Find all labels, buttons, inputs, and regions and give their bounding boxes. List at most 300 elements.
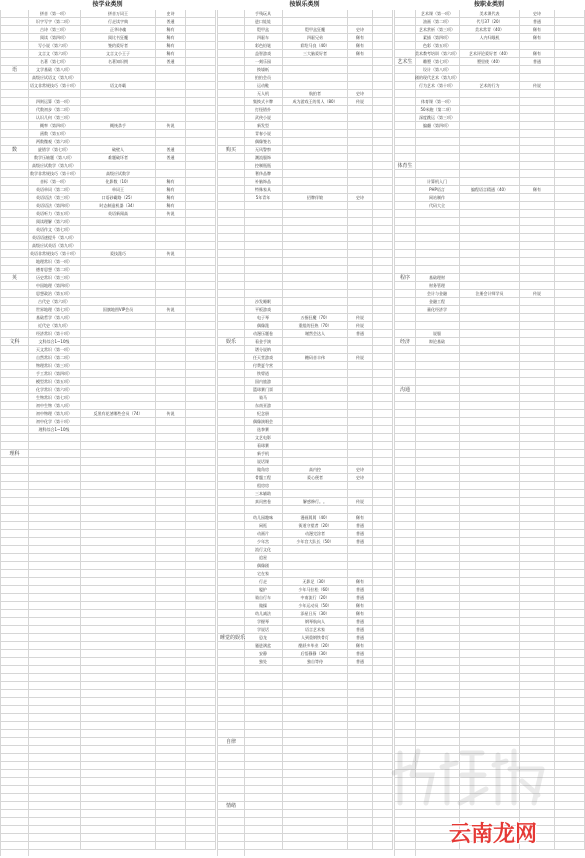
rarity-cell: [348, 130, 373, 138]
table-cell-spacer: [373, 418, 393, 426]
table-cell-spacer: [373, 186, 393, 194]
table-cell-spacer: [555, 194, 585, 202]
rarity-cell: [156, 234, 186, 242]
table-row: [395, 338, 585, 346]
achievement-cell: [283, 362, 348, 370]
table-row: [395, 490, 585, 498]
achievement-cell: 铠甲盒狂魔: [283, 26, 348, 34]
achievement-cell: [283, 74, 348, 82]
table-cell-spacer: [373, 138, 393, 146]
table-row: [395, 578, 585, 586]
table-cell-spacer: [373, 218, 393, 226]
rarity-cell: [348, 674, 373, 682]
achievement-cell: [460, 210, 520, 218]
achievement-cell: [81, 618, 156, 626]
table-cell-spacer: [555, 634, 585, 642]
achievement-cell: [81, 722, 156, 730]
table-cell-spacer: [373, 426, 393, 434]
item-name-cell: [244, 242, 283, 250]
table-cell-spacer: [373, 546, 393, 554]
achievement-cell: [460, 354, 520, 362]
achievement-cell: [460, 466, 520, 474]
table-cell-spacer: [373, 738, 393, 746]
table-row: [395, 402, 585, 410]
achievement-cell: 糖码音丰伟: [283, 354, 348, 362]
table-cell-spacer: [186, 474, 216, 482]
table-cell-spacer: [555, 682, 585, 690]
item-name-cell: 运动鞋: [244, 82, 283, 90]
table-row: [218, 674, 393, 682]
item-name-cell: 代数初步（第二项）: [28, 106, 81, 114]
rarity-cell: 稀有: [156, 202, 186, 210]
achievement-cell: [460, 538, 520, 546]
table-cell-spacer: [555, 322, 585, 330]
achievement-cell: [283, 770, 348, 778]
achievement-cell: [81, 714, 156, 722]
table-row: [1, 786, 216, 794]
rarity-cell: [156, 706, 186, 714]
rarity-cell: [348, 370, 373, 378]
table-row: [218, 282, 393, 290]
rarity-cell: [348, 162, 373, 170]
table-cell-spacer: [373, 690, 393, 698]
achievement-cell: 签约爱好者: [81, 42, 156, 50]
item-name-cell: 色彩（第五项）: [415, 42, 460, 50]
table-cell-spacer: [186, 810, 216, 818]
rarity-cell: [156, 322, 186, 330]
item-name-cell: 骑马: [244, 394, 283, 402]
table-cell-spacer: [555, 778, 585, 786]
item-name-cell: 偶像剧: [244, 562, 283, 570]
achievement-cell: [460, 426, 520, 434]
table-cell-spacer: [186, 682, 216, 690]
rarity-cell: [348, 546, 373, 554]
rarity-cell: 稀有: [156, 50, 186, 58]
rarity-cell: [520, 146, 555, 154]
table-cell-spacer: [555, 186, 585, 194]
rarity-cell: [520, 330, 555, 338]
rarity-cell: [156, 770, 186, 778]
table-cell-spacer: [373, 274, 393, 282]
table-cell-spacer: [555, 666, 585, 674]
rarity-cell: [348, 146, 373, 154]
table-cell-spacer: [186, 258, 216, 266]
table-cell-spacer: [555, 298, 585, 306]
table-cell-spacer: [186, 210, 216, 218]
table-row: [395, 282, 585, 290]
rarity-cell: [348, 106, 373, 114]
item-name-cell: [415, 578, 460, 586]
achievement-cell: [81, 258, 156, 266]
table-cell-spacer: [555, 506, 585, 514]
table-row: [218, 178, 393, 186]
achievement-cell: 谢然会达人: [283, 330, 348, 338]
table-cell-spacer: [555, 642, 585, 650]
rarity-cell: [520, 282, 555, 290]
table-cell-spacer: [186, 714, 216, 722]
item-name-cell: [28, 554, 81, 562]
table-row: [1, 322, 216, 330]
achievement-cell: 招牌伴娘: [283, 194, 348, 202]
rarity-cell: 稀有: [156, 178, 186, 186]
table-row: [395, 194, 585, 202]
table-cell-spacer: [555, 594, 585, 602]
table-row: [1, 546, 216, 554]
achievement-cell: [81, 466, 156, 474]
item-name-cell: [28, 602, 81, 610]
rarity-cell: [520, 370, 555, 378]
table-cell-spacer: [555, 418, 585, 426]
item-name-cell: [28, 474, 81, 482]
rarity-cell: [348, 666, 373, 674]
table-row: [395, 322, 585, 330]
table-cell-spacer: [555, 762, 585, 770]
table-cell-spacer: [373, 394, 393, 402]
achievement-cell: [283, 442, 348, 450]
item-name-cell: 理科综合1~10级: [28, 426, 81, 434]
rarity-cell: [156, 746, 186, 754]
table-cell-spacer: [373, 786, 393, 794]
table-cell-spacer: [186, 106, 216, 114]
table-cell-spacer: [373, 474, 393, 482]
table-cell-spacer: [373, 266, 393, 274]
rarity-cell: [156, 682, 186, 690]
rarity-cell: [156, 610, 186, 618]
rarity-cell: [156, 666, 186, 674]
table-cell-spacer: [373, 250, 393, 258]
table-row: [395, 266, 585, 274]
table-row: [218, 106, 393, 114]
table-cell-spacer: [186, 626, 216, 634]
table-row: [218, 250, 393, 258]
table-cell-spacer: [373, 770, 393, 778]
item-name-cell: 计算机入门: [415, 178, 460, 186]
achievement-cell: [283, 386, 348, 394]
achievement-cell: [283, 82, 348, 90]
rarity-cell: [156, 490, 186, 498]
table-row: [1, 266, 216, 274]
table-cell-spacer: [186, 570, 216, 578]
item-name-cell: [244, 250, 283, 258]
item-name-cell: 闲逛: [244, 522, 283, 530]
rarity-cell: [520, 114, 555, 122]
item-name-cell: [28, 706, 81, 714]
rarity-cell: [520, 634, 555, 642]
achievement-cell: [81, 786, 156, 794]
rarity-cell: [348, 242, 373, 250]
rarity-cell: [348, 826, 373, 834]
achievement-cell: [81, 114, 156, 122]
achievement-cell: 美术课代表: [460, 10, 520, 18]
table-cell-spacer: [373, 226, 393, 234]
achievement-cell: [81, 522, 156, 530]
table-row: [395, 394, 585, 402]
table-row: [1, 202, 216, 210]
rarity-cell: [348, 802, 373, 810]
table-cell-spacer: [555, 106, 585, 114]
table-row: [1, 730, 216, 738]
table-cell-spacer: [373, 842, 393, 850]
item-name-cell: [28, 714, 81, 722]
rarity-cell: 普通: [348, 538, 373, 546]
achievement-cell: [460, 474, 520, 482]
table-row: [218, 354, 393, 362]
table-row: [1, 722, 216, 730]
table-cell-spacer: [373, 210, 393, 218]
table-cell-spacer: [186, 498, 216, 506]
rarity-cell: [348, 82, 373, 90]
table-cell-spacer: [373, 746, 393, 754]
achievement-cell: [81, 514, 156, 522]
table-row: [395, 714, 585, 722]
achievement-cell: [460, 578, 520, 586]
rarity-cell: 稀有: [520, 34, 555, 42]
table-cell-spacer: [186, 826, 216, 834]
rarity-cell: [156, 842, 186, 850]
achievement-cell: 单词王: [81, 186, 156, 194]
table-cell-spacer: [555, 402, 585, 410]
achievement-cell: 代号37（20）: [460, 18, 520, 26]
achievement-cell: 爱心便者: [283, 474, 348, 482]
rarity-cell: [348, 394, 373, 402]
table-cell-spacer: [186, 234, 216, 242]
table-row: [1, 458, 216, 466]
rarity-cell: [348, 10, 373, 18]
table-cell-spacer: [373, 386, 393, 394]
rarity-cell: [156, 698, 186, 706]
table-row: [1, 194, 216, 202]
achievement-cell: 中南流行（20）: [283, 594, 348, 602]
table-row: [395, 586, 585, 594]
achievement-cell: 航拍者: [283, 90, 348, 98]
rarity-cell: [520, 466, 555, 474]
achievement-cell: [81, 402, 156, 410]
item-name-cell: 进口娃娃: [244, 18, 283, 26]
table-cell-spacer: [186, 594, 216, 602]
table-row: [218, 570, 393, 578]
item-name-cell: [415, 482, 460, 490]
achievement-cell: [81, 698, 156, 706]
table-row: [395, 386, 585, 394]
item-name-cell: [244, 738, 283, 746]
table-cell-spacer: [373, 498, 393, 506]
table-row: [218, 98, 393, 106]
table-cell-spacer: [373, 74, 393, 82]
table-cell-spacer: [186, 242, 216, 250]
table-row: [1, 98, 216, 106]
table-cell-spacer: [373, 98, 393, 106]
item-name-cell: [28, 538, 81, 546]
table-row: [395, 522, 585, 530]
table-cell-spacer: [186, 346, 216, 354]
achievement-cell: [460, 570, 520, 578]
table-row: [395, 90, 585, 98]
achievement-cell: [81, 586, 156, 594]
table-row: [218, 50, 393, 58]
achievement-cell: [460, 322, 520, 330]
table-cell-spacer: [186, 842, 216, 850]
table-cell-spacer: [373, 666, 393, 674]
achievement-cell: 高内控: [283, 466, 348, 474]
table-row: [218, 722, 393, 730]
table-row: [395, 690, 585, 698]
achievement-cell: [283, 298, 348, 306]
table-cell-spacer: [186, 354, 216, 362]
table-row: [1, 226, 216, 234]
item-name-cell: [415, 242, 460, 250]
achievement-cell: [460, 690, 520, 698]
rarity-cell: [348, 402, 373, 410]
item-name-cell: [28, 498, 81, 506]
rarity-cell: [156, 714, 186, 722]
achievement-cell: [283, 554, 348, 562]
rarity-cell: 普通: [348, 522, 373, 530]
rarity-cell: [156, 594, 186, 602]
table-cell-spacer: [186, 666, 216, 674]
table-row: [1, 274, 216, 282]
table-cell-spacer: [186, 658, 216, 666]
table-cell-spacer: [555, 42, 585, 50]
table-cell-spacer: [555, 274, 585, 282]
item-name-cell: [415, 226, 460, 234]
achievement-cell: [460, 258, 520, 266]
table-cell-spacer: [186, 506, 216, 514]
item-name-cell: [28, 690, 81, 698]
rarity-cell: [156, 378, 186, 386]
table-row: [1, 482, 216, 490]
rarity-cell: 普通: [348, 626, 373, 634]
rarity-cell: 史诗: [520, 10, 555, 18]
table-row: [395, 674, 585, 682]
item-name-cell: [28, 586, 81, 594]
item-name-cell: 打怪错扑: [244, 106, 283, 114]
table-cell-spacer: [186, 50, 216, 58]
table-row: [1, 146, 216, 154]
rarity-cell: [348, 378, 373, 386]
table-row: [218, 34, 393, 42]
table-cell-spacer: [555, 98, 585, 106]
rarity-cell: [520, 706, 555, 714]
item-name-cell: [28, 834, 81, 842]
achievement-cell: 拼音万词王: [81, 10, 156, 18]
table-cell-spacer: [373, 810, 393, 818]
rarity-cell: [520, 154, 555, 162]
item-name-cell: [28, 90, 81, 98]
table-cell-spacer: [186, 738, 216, 746]
table-row: [395, 474, 585, 482]
table-row: [1, 402, 216, 410]
achievement-cell: [460, 330, 520, 338]
achievement-cell: [460, 154, 520, 162]
item-name-cell: [415, 586, 460, 594]
rarity-cell: [520, 202, 555, 210]
table-row: [395, 290, 585, 298]
rarity-cell: [156, 314, 186, 322]
category-label: 购买: [225, 147, 236, 153]
rarity-cell: 传说: [156, 250, 186, 258]
category-label: 程序: [399, 275, 410, 281]
item-name-cell: [28, 610, 81, 618]
rarity-cell: [156, 818, 186, 826]
item-name-cell: 四驱车: [244, 34, 283, 42]
rarity-cell: [520, 594, 555, 602]
rarity-cell: [156, 658, 186, 666]
table-cell-spacer: [186, 130, 216, 138]
item-name-cell: 古诗（第三项）: [28, 26, 81, 34]
table-cell-spacer: [186, 578, 216, 586]
item-name-cell: 选拳赛: [244, 426, 283, 434]
rarity-cell: [156, 106, 186, 114]
table-cell-spacer: [186, 530, 216, 538]
rarity-cell: [156, 730, 186, 738]
achievement-cell: 正华诗魂: [81, 26, 156, 34]
rarity-cell: [348, 274, 373, 282]
table-cell-spacer: [555, 114, 585, 122]
rarity-cell: [520, 298, 555, 306]
achievement-cell: [283, 186, 348, 194]
rarity-cell: [348, 722, 373, 730]
item-name-cell: 生物常识（第七项）: [28, 394, 81, 402]
item-name-cell: 网站制作: [415, 194, 460, 202]
item-name-cell: [415, 370, 460, 378]
table-cell-spacer: [186, 834, 216, 842]
item-name-cell: 50米跑（第二项）: [415, 106, 460, 114]
rarity-cell: [520, 90, 555, 98]
item-name-cell: [415, 554, 460, 562]
item-name-cell: [244, 202, 283, 210]
rarity-cell: 传说: [156, 210, 186, 218]
table-row: [1, 234, 216, 242]
achievement-cell: 后悟静静（30）: [283, 650, 348, 658]
item-name-cell: 拼音（第一项）: [28, 10, 81, 18]
table-cell-spacer: [555, 482, 585, 490]
item-name-cell: [415, 666, 460, 674]
rarity-cell: 稀有: [348, 42, 373, 50]
item-name-cell: 做角房: [244, 466, 283, 474]
achievement-cell: 四驱兄弟: [283, 34, 348, 42]
achievement-cell: [283, 698, 348, 706]
item-name-cell: [28, 450, 81, 458]
table-cell-spacer: [555, 218, 585, 226]
table-row: [395, 594, 585, 602]
table-row: [1, 122, 216, 130]
item-name-cell: 电子琴: [244, 314, 283, 322]
table-row: [1, 834, 216, 842]
rarity-cell: 普通: [348, 658, 373, 666]
item-name-cell: PHP语言: [415, 186, 460, 194]
item-name-cell: 高级应试数学（第九项）: [28, 162, 81, 170]
achievement-cell: [283, 146, 348, 154]
table-row: [218, 610, 393, 618]
table-row: [218, 490, 393, 498]
table-row: [395, 258, 585, 266]
achievement-cell: [460, 362, 520, 370]
item-name-cell: [28, 802, 81, 810]
table-row: [218, 834, 393, 842]
item-name-cell: [28, 562, 81, 570]
achievement-cell: [460, 370, 520, 378]
rarity-cell: [156, 386, 186, 394]
item-name-cell: [28, 794, 81, 802]
table-row: [395, 602, 585, 610]
table-row: [395, 18, 585, 26]
table-row: [1, 586, 216, 594]
rarity-cell: 传说: [520, 290, 555, 298]
rarity-cell: [348, 690, 373, 698]
category-label: 语: [11, 67, 17, 73]
item-name-cell: [244, 258, 283, 266]
achievement-cell: [81, 338, 156, 346]
